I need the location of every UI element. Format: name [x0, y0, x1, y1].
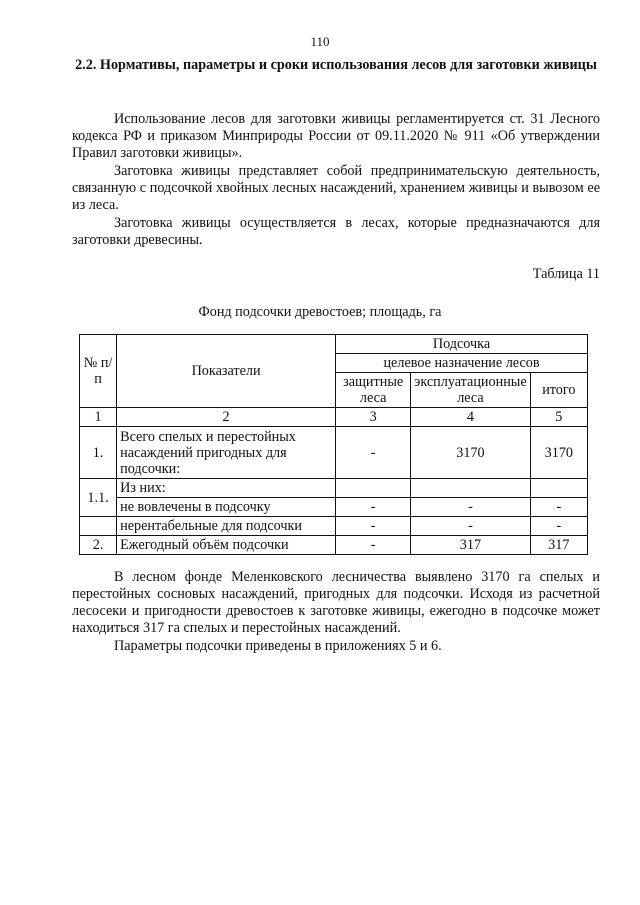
header-exploitation: эксплуатационные леса: [411, 373, 530, 408]
row-total: [530, 479, 587, 498]
table-caption: Таблица 11: [532, 266, 600, 282]
row-num: [80, 517, 117, 536]
section-heading: 2.2. Нормативы, параметры и сроки использования лесов для заготовки живицы: [75, 57, 597, 73]
row-exploitation: -: [411, 517, 530, 536]
row-label: нерентабельные для подсочки: [117, 517, 336, 536]
row-exploitation: -: [411, 498, 530, 517]
row-num: 2.: [80, 536, 117, 555]
row-exploitation: 317: [411, 536, 530, 555]
row-num: 1.: [80, 427, 117, 479]
row-total: 317: [530, 536, 587, 555]
header-indicators: Показатели: [117, 335, 336, 408]
header-row-1: [80, 335, 588, 354]
row-exploitation: [411, 479, 530, 498]
row-exploitation: 3170: [411, 427, 530, 479]
row-total: -: [530, 498, 587, 517]
row-protective: -: [336, 536, 411, 555]
tapping-fund-table: [79, 334, 588, 555]
table-row: [80, 479, 588, 498]
row-label: не вовлечены в подсочку: [117, 498, 336, 517]
intro-paragraph-3: Заготовка живицы осуществляется в лесах, которые предназначаются для заготовки древесины.: [72, 215, 600, 248]
page-number: 110: [310, 34, 330, 49]
row-num: 1.1.: [80, 479, 117, 517]
row-protective: -: [336, 427, 411, 479]
intro-paragraph-1: Использование лесов для заготовки живицы регламентируется ст. 31 Лесного кодекса РФ и приказом Минприроды России от 09.11.2020 № 911 «Об утверждении Правил заготовки живицы».: [72, 111, 600, 161]
closing-paragraph-2: Параметры подсочки приведены в приложениях 5 и 6.: [114, 638, 442, 654]
header-num: № п/п: [80, 335, 117, 408]
table-row: [80, 536, 588, 555]
header-tapping: Подсочка: [336, 335, 588, 354]
col-number: 3: [336, 408, 411, 427]
col-number: 1: [80, 408, 117, 427]
table-row: [80, 427, 588, 479]
col-number: 4: [411, 408, 530, 427]
row-label: Ежегодный объём подсочки: [117, 536, 336, 555]
col-number: 2: [117, 408, 336, 427]
row-label: Из них:: [117, 479, 336, 498]
closing-paragraph-1: В лесном фонде Меленковского лесничества выявлено 3170 га спелых и перестойных сосновых насаждений, пригодных для подсочки. Исходя из расчетной лесосеки и пригодности древостоев к заготовке живицы, ежегодно в подсочке может находиться 317 га спелых и перестойных насаждений.: [72, 569, 600, 636]
row-total: 3170: [530, 427, 587, 479]
header-protective: защитные леса: [336, 373, 411, 408]
row-protective: -: [336, 498, 411, 517]
header-purpose: целевое назначение лесов: [336, 354, 588, 373]
table-row: [80, 517, 588, 536]
row-total: -: [530, 517, 587, 536]
column-number-row: [80, 408, 588, 427]
table-row: [80, 498, 588, 517]
intro-paragraph-2: Заготовка живицы представляет собой предпринимательскую деятельность, связанную с подсочкой хвойных лесных насаждений, хранением живицы и вывозом ее из леса.: [72, 163, 600, 213]
table-title: Фонд подсочки древостоев; площадь, га: [198, 304, 442, 320]
col-number: 5: [530, 408, 587, 427]
row-protective: [336, 479, 411, 498]
row-label: Всего спелых и перестойных насаждений пригодных для подсочки:: [117, 427, 336, 479]
row-protective: -: [336, 517, 411, 536]
header-total: итого: [530, 373, 587, 408]
